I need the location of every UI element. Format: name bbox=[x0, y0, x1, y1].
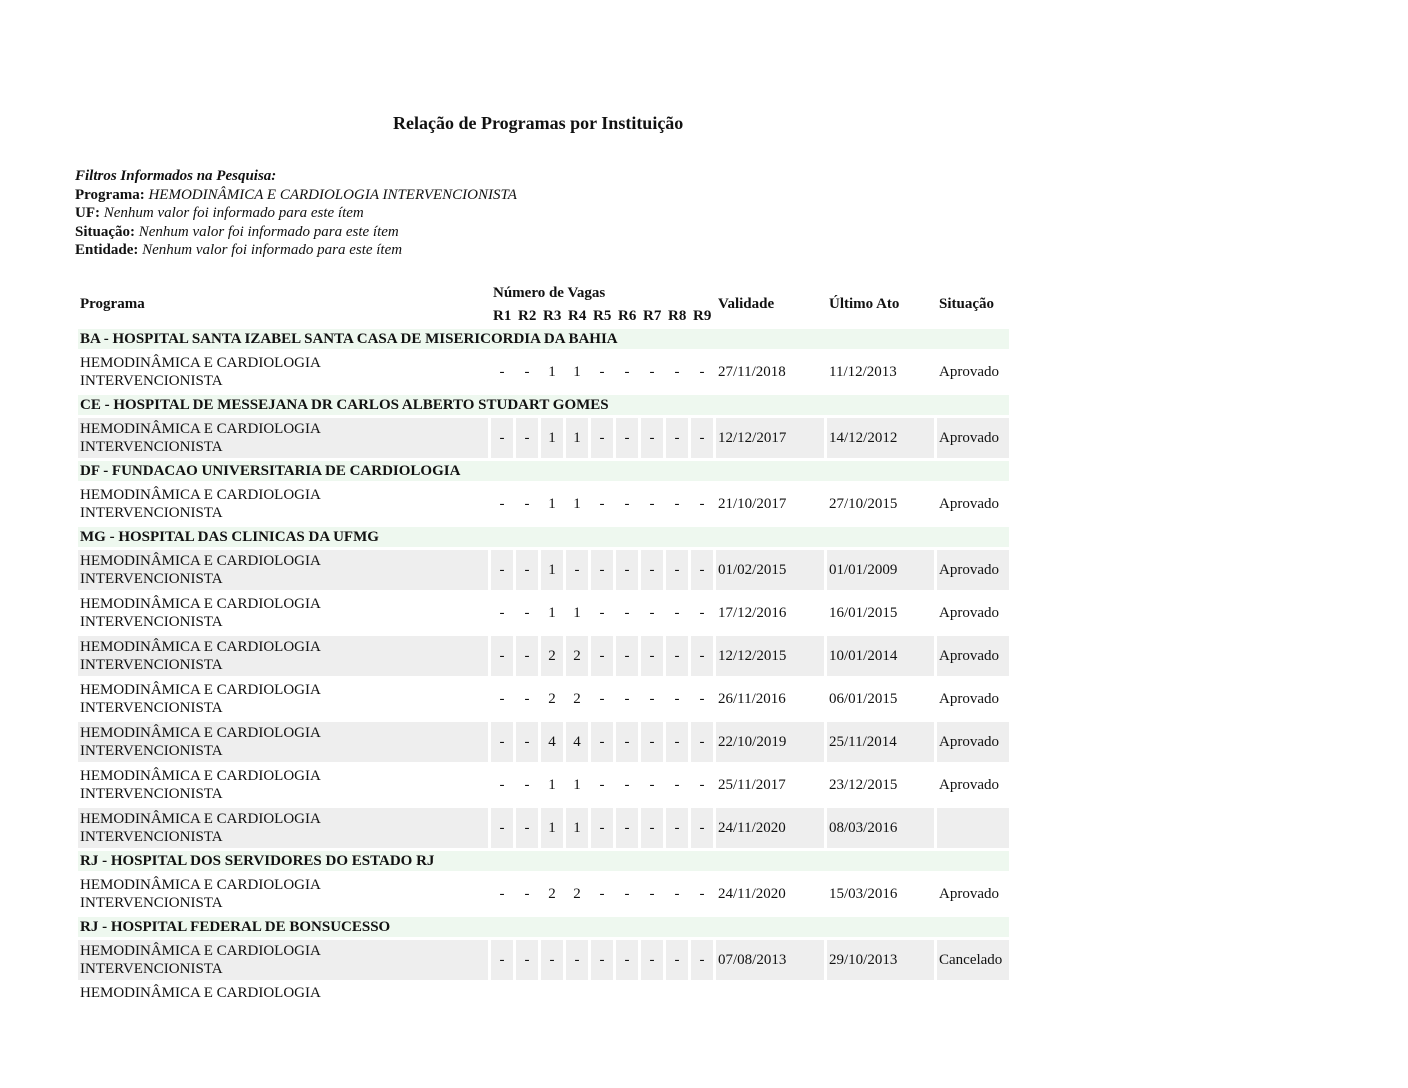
vagas-r2: - bbox=[516, 722, 538, 762]
validade-cell: 17/12/2016 bbox=[718, 605, 787, 621]
program-name-line: INTERVENCIONISTA bbox=[80, 614, 223, 630]
situacao-cell: Aprovado bbox=[939, 691, 999, 707]
vagas-r6: - bbox=[624, 364, 630, 380]
program-name-line: INTERVENCIONISTA bbox=[80, 961, 223, 977]
header-numero-vagas: Número de Vagas bbox=[493, 284, 606, 301]
header-programa: Programa bbox=[80, 296, 145, 312]
vagas-r3: - bbox=[541, 940, 563, 980]
validade-cell: 26/11/2016 bbox=[718, 691, 786, 707]
vagas-r1: - bbox=[491, 722, 513, 762]
program-name-line: INTERVENCIONISTA bbox=[80, 571, 223, 587]
program-name-line: HEMODINÂMICA E CARDIOLOGIA bbox=[80, 877, 321, 893]
filters-block bbox=[75, 167, 517, 260]
filter-label: Situação: bbox=[75, 223, 135, 240]
vagas-r3: 1 bbox=[548, 777, 556, 793]
situacao-cell: Aprovado bbox=[939, 886, 999, 902]
vagas-r8: - bbox=[674, 496, 680, 512]
program-name-line: INTERVENCIONISTA bbox=[80, 657, 223, 673]
ultimo-ato-cell: 25/11/2014 bbox=[827, 722, 934, 762]
institution-name: RJ - HOSPITAL FEDERAL DE BONSUCESSO bbox=[78, 917, 1009, 937]
program-name bbox=[78, 808, 488, 848]
ultimo-ato-cell: 27/10/2015 bbox=[829, 496, 898, 512]
program-name-line: HEMODINÂMICA E CARDIOLOGIA bbox=[80, 639, 321, 655]
vagas-r7: - bbox=[649, 886, 655, 902]
vagas-r5: - bbox=[599, 364, 605, 380]
vagas-r8: - bbox=[674, 364, 680, 380]
filter-value: HEMODINÂMICA E CARDIOLOGIA INTERVENCIONISTA bbox=[148, 186, 517, 203]
situacao-cell: Aprovado bbox=[939, 496, 999, 512]
situacao-cell: Aprovado bbox=[937, 418, 1009, 458]
vagas-r7: - bbox=[649, 691, 655, 707]
table-row bbox=[78, 940, 1009, 980]
ultimo-ato-cell: 14/12/2012 bbox=[827, 418, 934, 458]
vagas-r1: - bbox=[491, 418, 513, 458]
table-body bbox=[78, 329, 1009, 1015]
vagas-r5: - bbox=[591, 418, 613, 458]
vagas-r4: - bbox=[566, 940, 588, 980]
situacao-cell: Aprovado bbox=[937, 636, 1009, 676]
table-row bbox=[78, 679, 1009, 719]
ultimo-ato-cell: 06/01/2015 bbox=[829, 691, 898, 707]
vagas-r8: - bbox=[674, 777, 680, 793]
institution-row bbox=[78, 527, 1009, 547]
vagas-r6: - bbox=[616, 722, 638, 762]
vagas-r9: - bbox=[691, 940, 713, 980]
vagas-r3: 1 bbox=[548, 496, 556, 512]
vagas-r3: 2 bbox=[541, 636, 563, 676]
vagas-r2: - bbox=[516, 418, 538, 458]
vagas-r3: 1 bbox=[541, 418, 563, 458]
institution-name: DF - FUNDACAO UNIVERSITARIA DE CARDIOLOGIA bbox=[78, 461, 1009, 481]
program-name-line: HEMODINÂMICA E CARDIOLOGIA bbox=[80, 553, 321, 569]
header-r4: R4 bbox=[568, 307, 587, 324]
vagas-r9: - bbox=[699, 777, 705, 793]
program-name bbox=[78, 874, 488, 914]
validade-cell: 12/12/2017 bbox=[716, 418, 824, 458]
validade-cell: 24/11/2020 bbox=[718, 886, 786, 902]
vagas-r8: - bbox=[666, 550, 688, 590]
institution-name: CE - HOSPITAL DE MESSEJANA DR CARLOS ALBERTO STUDART GOMES bbox=[78, 395, 1009, 415]
vagas-r1: - bbox=[499, 605, 505, 621]
validade-cell: 07/08/2013 bbox=[716, 940, 824, 980]
ultimo-ato-cell: 11/12/2013 bbox=[829, 364, 897, 380]
institution-row bbox=[78, 329, 1009, 349]
situacao-cell: Aprovado bbox=[937, 550, 1009, 590]
vagas-r9: - bbox=[691, 550, 713, 590]
program-name-line: INTERVENCIONISTA bbox=[80, 786, 223, 802]
vagas-r4: 4 bbox=[566, 722, 588, 762]
table-row bbox=[78, 550, 1009, 590]
vagas-r6: - bbox=[616, 808, 638, 848]
validade-cell: 25/11/2017 bbox=[718, 777, 786, 793]
header-ultimo-ato: Último Ato bbox=[829, 296, 900, 312]
vagas-r2: - bbox=[524, 777, 530, 793]
vagas-r7: - bbox=[641, 418, 663, 458]
report-title: Relação de Programas por Instituição bbox=[393, 113, 684, 133]
vagas-r7: - bbox=[641, 722, 663, 762]
vagas-r4: 1 bbox=[573, 605, 581, 621]
vagas-r1: - bbox=[491, 808, 513, 848]
vagas-r7: - bbox=[641, 808, 663, 848]
situacao-cell bbox=[937, 808, 1009, 848]
vagas-r5: - bbox=[591, 722, 613, 762]
vagas-r4: 1 bbox=[566, 808, 588, 848]
program-name bbox=[78, 765, 488, 805]
vagas-r8: - bbox=[666, 418, 688, 458]
vagas-r7: - bbox=[641, 940, 663, 980]
vagas-r6: - bbox=[616, 636, 638, 676]
program-name-line: INTERVENCIONISTA bbox=[80, 743, 223, 759]
table-row bbox=[78, 808, 1009, 848]
vagas-r8: - bbox=[674, 886, 680, 902]
table-row bbox=[78, 418, 1009, 458]
vagas-r2: - bbox=[524, 886, 530, 902]
filter-label: Entidade: bbox=[75, 242, 139, 258]
vagas-r1: - bbox=[499, 777, 505, 793]
vagas-r7: - bbox=[649, 496, 655, 512]
filter-value: Nenhum valor foi informado para este ítem bbox=[138, 223, 399, 240]
ultimo-ato-cell: 29/10/2013 bbox=[827, 940, 934, 980]
vagas-r5: - bbox=[591, 940, 613, 980]
header-r2: R2 bbox=[518, 307, 537, 324]
table-row bbox=[78, 765, 1009, 805]
table-row bbox=[78, 484, 1009, 524]
vagas-r6: - bbox=[616, 940, 638, 980]
vagas-r7: - bbox=[649, 777, 655, 793]
vagas-r9: - bbox=[691, 808, 713, 848]
vagas-r3: 2 bbox=[548, 691, 556, 707]
ultimo-ato-cell: 01/01/2009 bbox=[827, 550, 934, 590]
vagas-r3: 1 bbox=[548, 605, 556, 621]
vagas-r9: - bbox=[699, 886, 705, 902]
filters-heading: Filtros Informados na Pesquisa: bbox=[75, 168, 277, 184]
header-r7: R7 bbox=[643, 307, 662, 324]
vagas-r4: 1 bbox=[573, 777, 581, 793]
vagas-r6: - bbox=[616, 550, 638, 590]
vagas-r6: - bbox=[624, 496, 630, 512]
institution-row bbox=[78, 395, 1009, 415]
vagas-r5: - bbox=[599, 605, 605, 621]
institution-row bbox=[78, 917, 1009, 937]
vagas-r8: - bbox=[674, 691, 680, 707]
vagas-r9: - bbox=[691, 418, 713, 458]
header-r9: R9 bbox=[693, 307, 712, 324]
program-name-line: HEMODINÂMICA E CARDIOLOGIA bbox=[80, 421, 321, 437]
header-r8: R8 bbox=[668, 307, 687, 324]
vagas-r3: 1 bbox=[541, 550, 563, 590]
validade-cell: 21/10/2017 bbox=[718, 496, 787, 512]
program-name bbox=[78, 352, 488, 392]
program-name-line: HEMODINÂMICA E CARDIOLOGIA bbox=[80, 725, 321, 741]
ultimo-ato-cell: 15/03/2016 bbox=[829, 886, 898, 902]
filter-situacao bbox=[75, 223, 517, 242]
vagas-r4: - bbox=[566, 550, 588, 590]
vagas-r5: - bbox=[591, 550, 613, 590]
validade-cell: 22/10/2019 bbox=[716, 722, 824, 762]
vagas-r7: - bbox=[649, 605, 655, 621]
filter-value: Nenhum valor foi informado para este ítem bbox=[142, 242, 403, 258]
validade-cell: 01/02/2015 bbox=[716, 550, 824, 590]
program-name-line: HEMODINÂMICA E CARDIOLOGIA bbox=[80, 487, 321, 503]
program-name-line: INTERVENCIONISTA bbox=[80, 373, 223, 389]
program-name bbox=[78, 550, 488, 590]
vagas-r2: - bbox=[524, 691, 530, 707]
header-r6: R6 bbox=[618, 307, 637, 324]
situacao-cell: Cancelado bbox=[937, 940, 1009, 980]
vagas-r5: - bbox=[599, 496, 605, 512]
vagas-r2: - bbox=[524, 364, 530, 380]
vagas-r2: - bbox=[516, 940, 538, 980]
table-row bbox=[78, 352, 1009, 392]
vagas-r5: - bbox=[591, 808, 613, 848]
filter-uf bbox=[75, 204, 517, 223]
vagas-r1: - bbox=[499, 691, 505, 707]
vagas-r3: 1 bbox=[541, 808, 563, 848]
program-name-line: INTERVENCIONISTA bbox=[80, 505, 223, 521]
filter-label: Programa: bbox=[75, 186, 145, 203]
table-row bbox=[78, 874, 1009, 914]
validade-cell: 12/12/2015 bbox=[716, 636, 824, 676]
program-name-line: HEMODINÂMICA E CARDIOLOGIA bbox=[80, 943, 321, 959]
program-name-line: HEMODINÂMICA E CARDIOLOGIA bbox=[80, 355, 321, 371]
filter-programa bbox=[75, 186, 517, 205]
vagas-r6: - bbox=[624, 886, 630, 902]
situacao-cell: Aprovado bbox=[939, 777, 999, 793]
vagas-r8: - bbox=[666, 722, 688, 762]
vagas-r9: - bbox=[691, 636, 713, 676]
table-row bbox=[78, 722, 1009, 762]
filter-label: UF: bbox=[75, 205, 100, 221]
program-name-line: INTERVENCIONISTA bbox=[80, 895, 223, 911]
ultimo-ato-cell: 08/03/2016 bbox=[827, 808, 934, 848]
situacao-cell: Aprovado bbox=[939, 364, 999, 380]
program-name-line: HEMODINÂMICA E CARDIOLOGIA bbox=[80, 682, 321, 698]
vagas-r7: - bbox=[641, 550, 663, 590]
institution-name: BA - HOSPITAL SANTA IZABEL SANTA CASA DE MISERICORDIA DA BAHIA bbox=[78, 329, 1009, 349]
validade-cell: 24/11/2020 bbox=[716, 808, 824, 848]
ultimo-ato-cell: 23/12/2015 bbox=[829, 777, 898, 793]
table-row-partial bbox=[78, 983, 1009, 1015]
institution-name: MG - HOSPITAL DAS CLINICAS DA UFMG bbox=[78, 527, 1009, 547]
vagas-r6: - bbox=[616, 418, 638, 458]
vagas-r5: - bbox=[591, 636, 613, 676]
vagas-r1: - bbox=[499, 496, 505, 512]
vagas-r4: 1 bbox=[566, 418, 588, 458]
program-name: HEMODINÂMICA E CARDIOLOGIA bbox=[80, 985, 321, 1001]
program-name bbox=[78, 940, 488, 980]
filter-value: Nenhum valor foi informado para este ítem bbox=[103, 205, 364, 221]
vagas-r5: - bbox=[599, 777, 605, 793]
program-name bbox=[78, 593, 488, 633]
program-name bbox=[78, 418, 488, 458]
vagas-r4: 2 bbox=[573, 886, 581, 902]
header-r5: R5 bbox=[593, 307, 612, 324]
program-name bbox=[78, 484, 488, 524]
ultimo-ato-cell: 16/01/2015 bbox=[829, 605, 898, 621]
header-r3: R3 bbox=[543, 307, 562, 324]
institution-row bbox=[78, 851, 1009, 871]
program-name bbox=[78, 636, 488, 676]
vagas-r1: - bbox=[491, 550, 513, 590]
vagas-r8: - bbox=[674, 605, 680, 621]
vagas-r2: - bbox=[516, 636, 538, 676]
program-name-line: HEMODINÂMICA E CARDIOLOGIA bbox=[80, 811, 321, 827]
program-name-line: HEMODINÂMICA E CARDIOLOGIA bbox=[80, 596, 321, 612]
vagas-r5: - bbox=[599, 691, 605, 707]
institution-name: RJ - HOSPITAL DOS SERVIDORES DO ESTADO RJ bbox=[78, 851, 1009, 871]
vagas-r3: 1 bbox=[548, 364, 556, 380]
vagas-r2: - bbox=[516, 550, 538, 590]
programs-table bbox=[75, 280, 1012, 1018]
vagas-r1: - bbox=[491, 940, 513, 980]
vagas-r3: 2 bbox=[548, 886, 556, 902]
table-row bbox=[78, 593, 1009, 633]
vagas-r7: - bbox=[649, 364, 655, 380]
vagas-r6: - bbox=[624, 777, 630, 793]
validade-cell: 27/11/2018 bbox=[718, 364, 786, 380]
ultimo-ato-cell: 10/01/2014 bbox=[827, 636, 934, 676]
vagas-r1: - bbox=[499, 364, 505, 380]
vagas-r3: 4 bbox=[541, 722, 563, 762]
vagas-r4: 2 bbox=[566, 636, 588, 676]
vagas-r9: - bbox=[699, 691, 705, 707]
filter-entidade bbox=[75, 241, 517, 260]
vagas-r9: - bbox=[699, 496, 705, 512]
table-row bbox=[78, 636, 1009, 676]
vagas-r1: - bbox=[499, 886, 505, 902]
vagas-r2: - bbox=[524, 496, 530, 512]
vagas-r6: - bbox=[624, 691, 630, 707]
program-name-line: INTERVENCIONISTA bbox=[80, 439, 223, 455]
situacao-cell: Aprovado bbox=[937, 722, 1009, 762]
vagas-r4: 2 bbox=[573, 691, 581, 707]
program-name-line: HEMODINÂMICA E CARDIOLOGIA bbox=[80, 768, 321, 784]
vagas-r8: - bbox=[666, 808, 688, 848]
vagas-r9: - bbox=[691, 722, 713, 762]
vagas-r6: - bbox=[624, 605, 630, 621]
empty-cell bbox=[491, 983, 1009, 1015]
vagas-r8: - bbox=[666, 940, 688, 980]
vagas-r9: - bbox=[699, 364, 705, 380]
program-name bbox=[78, 722, 488, 762]
program-name-line: INTERVENCIONISTA bbox=[80, 700, 223, 716]
vagas-r1: - bbox=[491, 636, 513, 676]
situacao-cell: Aprovado bbox=[939, 605, 999, 621]
program-name-line: INTERVENCIONISTA bbox=[80, 829, 223, 845]
vagas-r2: - bbox=[524, 605, 530, 621]
institution-row bbox=[78, 461, 1009, 481]
vagas-r7: - bbox=[641, 636, 663, 676]
vagas-r9: - bbox=[699, 605, 705, 621]
vagas-r5: - bbox=[599, 886, 605, 902]
vagas-r8: - bbox=[666, 636, 688, 676]
header-situacao: Situação bbox=[939, 296, 995, 312]
vagas-r4: 1 bbox=[573, 364, 581, 380]
vagas-r4: 1 bbox=[573, 496, 581, 512]
header-r1: R1 bbox=[493, 307, 512, 324]
header-validade: Validade bbox=[718, 296, 775, 312]
vagas-r2: - bbox=[516, 808, 538, 848]
program-name bbox=[78, 679, 488, 719]
